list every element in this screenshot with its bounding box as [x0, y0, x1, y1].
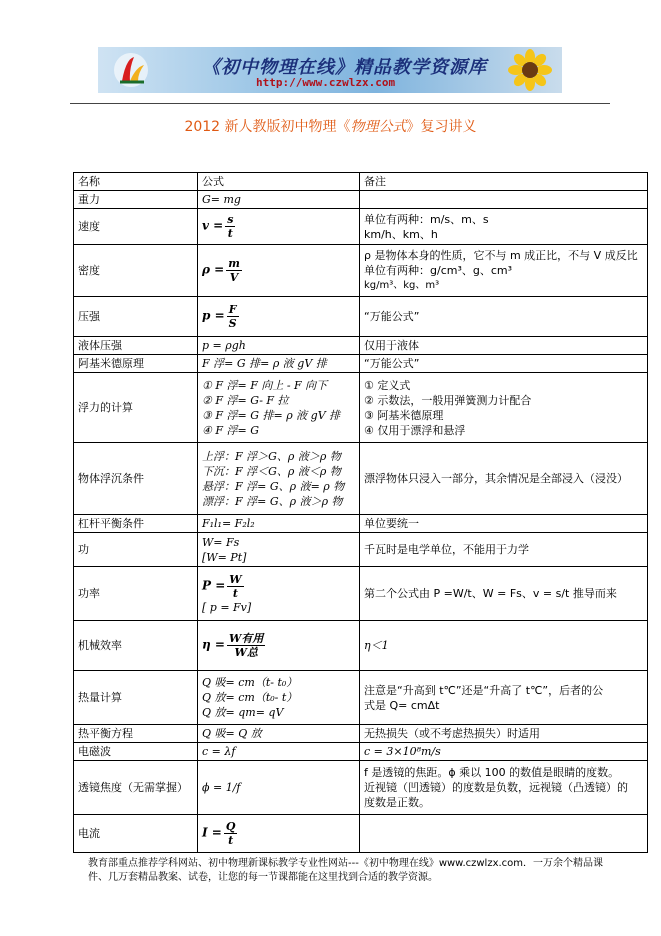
table-header-row: [74, 173, 648, 191]
table-row: 浮力的计算 ① F 浮= F 向上 - F 向下 ② F 浮= G- F 拉 ③ F 浮= G 排= ρ 液 gV 排 ④ F 浮= G ① 定义式 ② 示数法，一般用弹簧测力计配合 ③ 阿基米德原理 ④ 仅用于漂浮和悬浮: [74, 373, 648, 443]
table-row: 密度 ρ = $\frac{m}{V}$ ρ 是物体本身的性质，它不与 m 成正比，不与 V 成反比 单位有两种：g/cm³、g、cm³ kg/m³、kg、m³: [74, 245, 648, 297]
document-title: 2012 新人教版初中物理《物理公式》复习讲义: [184, 119, 477, 135]
table-row: 透镜焦度（无需掌握） ϕ = 1/f f 是透镜的焦距。ϕ 乘以 100 的数值是眼睛的度数。 近视镜（凹透镜）的度数是负数，远视镜（凸透镜）的 度数是正数。: [74, 761, 648, 815]
logo-icon: [112, 51, 150, 89]
sunflower-icon: [508, 49, 552, 91]
table-row: 热平衡方程 Q 吸= Q 放 无热损失（或不考虑热损失）时适用: [74, 725, 648, 743]
table-row: 压强 p = $\frac{F}{S}$ “万能公式”: [74, 297, 648, 337]
table-row: 功 W= Fs [W= Pt] 千瓦时是电学单位，不能用于力学: [74, 533, 648, 567]
table-row: 重力 G= mg: [74, 191, 648, 209]
table-row: 液体压强 p = ρgh 仅用于液体: [74, 337, 648, 355]
table-row: 热量计算 Q 吸= cm（t- t₀） Q 放= cm（t₀- t） Q 放= qm= qV 注意是“升高到 t℃”还是“升高了 t℃”，后者的公 式是 Q= cmΔt: [74, 671, 648, 725]
banner-url[interactable]: http://www.czwlzx.com: [256, 76, 396, 89]
header-rule: [70, 103, 610, 104]
table-row: 机械效率 η = $\frac{\text{W有用}}{\text{W总}}$ η＜1: [74, 621, 648, 671]
header-note: 备注: [360, 173, 648, 191]
header-banner: [98, 47, 562, 93]
footer-text: 教育部重点推荐学科网站、初中物理新课标教学专业性网站---《初中物理在线》www.czwlzx.com．一万余个精品课 件、几万套精品教案、试卷，让您的每一节课都能在这里找到合适的教学资源。: [88, 858, 604, 883]
header-formula: 公式: [198, 173, 360, 191]
table-row: 杠杆平衡条件 F₁l₁= F₂l₂ 单位要统一: [74, 515, 648, 533]
header-name: 名称: [74, 173, 198, 191]
table-row: 物体浮沉条件 上浮：F 浮＞G、ρ 液＞ρ 物 下沉：F 浮＜G、ρ 液＜ρ 物 悬浮：F 浮= G、ρ 液= ρ 物 漂浮：F 浮= G、ρ 液＞ρ 物 漂浮物体只浸入一部分，其余情况是全部浸入（浸没）: [74, 443, 648, 515]
table-row: 电流 I = $\frac{Q}{t}$: [74, 815, 648, 853]
table-row: 阿基米德原理 F 浮= G 排= ρ 液 gV 排 “万能公式”: [74, 355, 648, 373]
table-row: 功率 P = $\frac{W}{t}$ [ p = Fv] 第二个公式由 P =W/t、W = Fs、v = s/t 推导而来: [74, 567, 648, 621]
table-row: 速度 v = $\frac{s}{t}$ 单位有两种：m/s、m、s km/h、km、h: [74, 209, 648, 245]
formula-table: [73, 172, 648, 853]
table-row: 电磁波 c = λf c = 3×10⁸m/s: [74, 743, 648, 761]
banner-title: 《初中物理在线》精品教学资源库: [202, 57, 487, 78]
